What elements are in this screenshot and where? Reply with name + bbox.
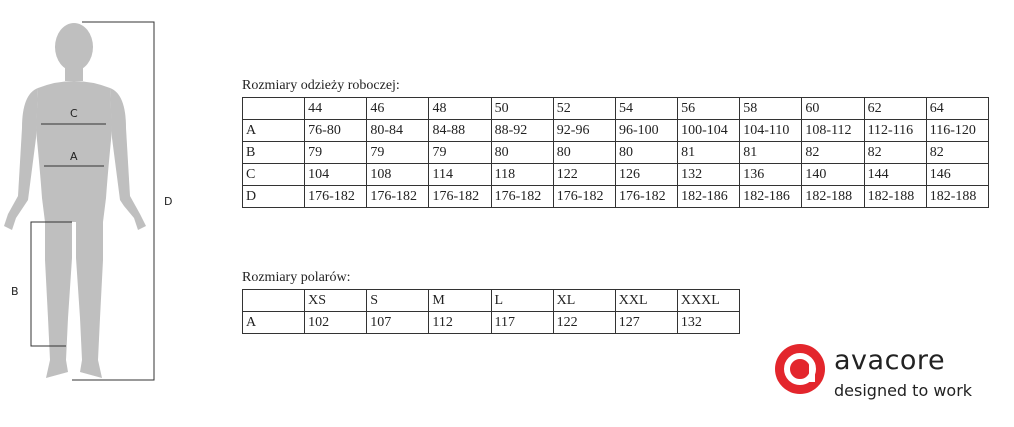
- brand-tagline: designed to work: [834, 381, 973, 400]
- table-cell: 114: [429, 164, 491, 186]
- table-cell: 176-182: [367, 186, 429, 208]
- table-cell: 116-120: [926, 120, 988, 142]
- figure-neck: [65, 67, 83, 81]
- table-cell: 82: [926, 142, 988, 164]
- table-cell: 112-116: [864, 120, 926, 142]
- label-a: A: [70, 150, 78, 163]
- table-row: [243, 120, 989, 142]
- table-row-label: A: [243, 120, 305, 142]
- fleece-size-table: [242, 289, 740, 334]
- label-b: B: [11, 285, 19, 298]
- table-header-cell: 62: [864, 98, 926, 120]
- fleece-title: Rozmiary polarów:: [242, 270, 351, 285]
- table-cell: 84-88: [429, 120, 491, 142]
- table-cell: 107: [367, 312, 429, 334]
- table-cell: 176-182: [305, 186, 367, 208]
- figure-right-arm: [110, 88, 146, 230]
- table-cell: 104: [305, 164, 367, 186]
- brand-name: avacore: [834, 345, 946, 376]
- table-header-cell: 54: [615, 98, 677, 120]
- table-header-cell: S: [367, 290, 429, 312]
- table-cell: 122: [553, 312, 615, 334]
- table-cell: 176-182: [429, 186, 491, 208]
- table-cell: 81: [740, 142, 802, 164]
- table-row-label: B: [243, 142, 305, 164]
- body-measurement-figure: [0, 0, 200, 400]
- table-cell: 96-100: [615, 120, 677, 142]
- table-row: [243, 186, 989, 208]
- table-cell: 80: [553, 142, 615, 164]
- table-header-cell: 50: [491, 98, 553, 120]
- table-header-cell: 48: [429, 98, 491, 120]
- table-cell: 108-112: [802, 120, 864, 142]
- table-cell: 176-182: [615, 186, 677, 208]
- table-corner-cell: [243, 290, 305, 312]
- table-cell: 132: [678, 164, 740, 186]
- table-cell: 82: [864, 142, 926, 164]
- table-row: [243, 164, 989, 186]
- table-cell: 176-182: [553, 186, 615, 208]
- table-cell: 122: [553, 164, 615, 186]
- table-header-cell: 52: [553, 98, 615, 120]
- table-corner-cell: [243, 98, 305, 120]
- table-header-cell: XXXL: [677, 290, 739, 312]
- human-silhouette: [4, 23, 146, 378]
- figure-left-arm: [4, 88, 38, 230]
- table-cell: 146: [926, 164, 988, 186]
- table-cell: 182-188: [926, 186, 988, 208]
- table-cell: 118: [491, 164, 553, 186]
- table-header-cell: 58: [740, 98, 802, 120]
- table-cell: 104-110: [740, 120, 802, 142]
- table-cell: 79: [305, 142, 367, 164]
- table-cell: 82: [802, 142, 864, 164]
- table-cell: 132: [677, 312, 739, 334]
- label-d: D: [164, 195, 173, 208]
- table-header-row: [243, 290, 740, 312]
- table-row: [243, 312, 740, 334]
- table-row-label: D: [243, 186, 305, 208]
- table-cell: 76-80: [305, 120, 367, 142]
- table-header-cell: 60: [802, 98, 864, 120]
- table-header-cell: XL: [553, 290, 615, 312]
- table-cell: 108: [367, 164, 429, 186]
- work-clothing-title: Rozmiary odzieży roboczej:: [242, 78, 400, 93]
- table-cell: 88-92: [491, 120, 553, 142]
- table-header-cell: 46: [367, 98, 429, 120]
- label-c: C: [70, 107, 78, 120]
- table-cell: 79: [367, 142, 429, 164]
- table-header-cell: 56: [678, 98, 740, 120]
- figure-head: [55, 23, 93, 71]
- table-cell: 127: [615, 312, 677, 334]
- table-header-cell: M: [429, 290, 491, 312]
- table-cell: 126: [615, 164, 677, 186]
- table-cell: 81: [678, 142, 740, 164]
- table-header-cell: 64: [926, 98, 988, 120]
- table-cell: 182-188: [864, 186, 926, 208]
- table-header-row: [243, 98, 989, 120]
- table-cell: 182-186: [740, 186, 802, 208]
- table-cell: 80-84: [367, 120, 429, 142]
- table-cell: 140: [802, 164, 864, 186]
- table-cell: 176-182: [491, 186, 553, 208]
- table-row-label: A: [243, 312, 305, 334]
- table-cell: 182-186: [678, 186, 740, 208]
- table-header-cell: 44: [305, 98, 367, 120]
- table-cell: 80: [615, 142, 677, 164]
- work-clothing-size-table: [242, 97, 989, 208]
- table-cell: 79: [429, 142, 491, 164]
- brand-logo: [774, 343, 994, 405]
- table-cell: 100-104: [678, 120, 740, 142]
- table-header-cell: XXL: [615, 290, 677, 312]
- table-row: [243, 142, 989, 164]
- table-cell: 182-188: [802, 186, 864, 208]
- table-row-label: C: [243, 164, 305, 186]
- table-cell: 102: [305, 312, 367, 334]
- figure-right-leg: [76, 220, 103, 378]
- figure-left-leg: [45, 220, 72, 378]
- table-cell: 136: [740, 164, 802, 186]
- table-header-cell: L: [491, 290, 553, 312]
- avacore-logo-icon: [774, 343, 826, 395]
- table-header-cell: XS: [305, 290, 367, 312]
- table-cell: 117: [491, 312, 553, 334]
- table-cell: 112: [429, 312, 491, 334]
- table-cell: 92-96: [553, 120, 615, 142]
- table-cell: 80: [491, 142, 553, 164]
- table-cell: 144: [864, 164, 926, 186]
